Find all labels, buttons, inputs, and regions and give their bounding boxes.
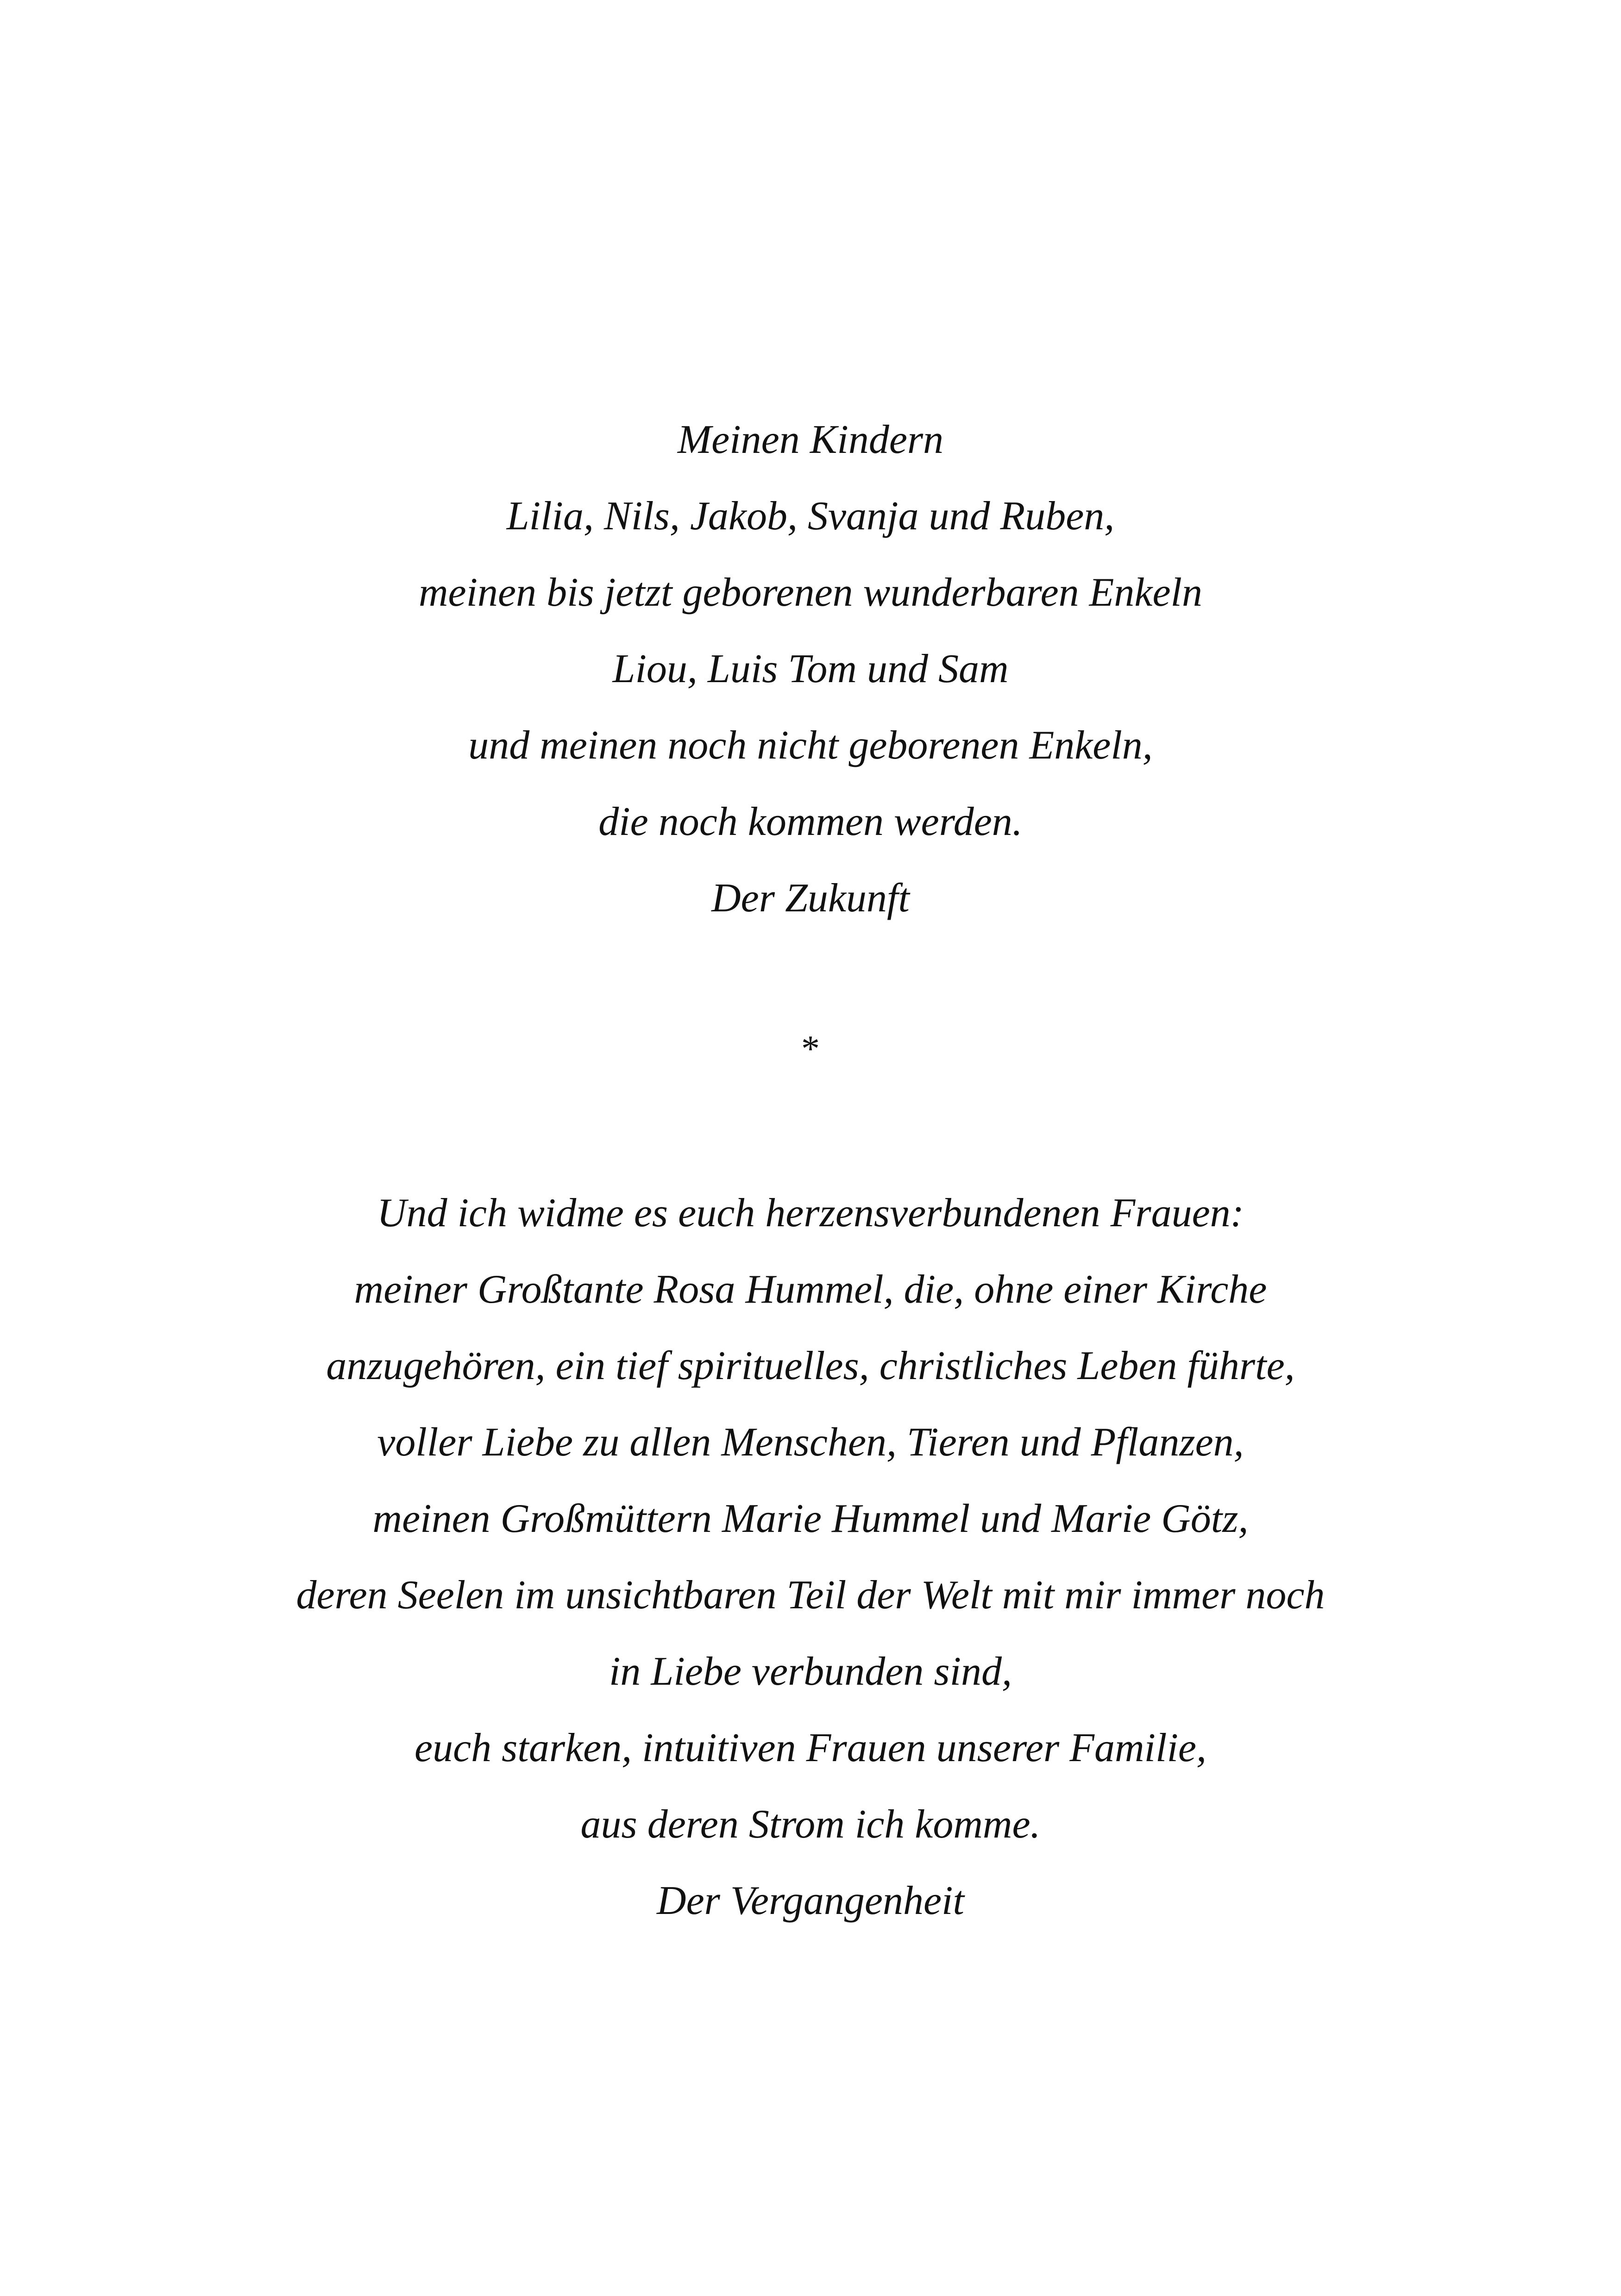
dedication-line: Liou, Luis Tom und Sam — [612, 646, 1009, 691]
section-separator: * — [801, 1029, 820, 1069]
dedication-line: in Liebe verbunden sind, — [609, 1649, 1012, 1694]
dedication-line: voller Liebe zu allen Menschen, Tieren und Pflanzen, — [377, 1420, 1244, 1465]
dedication-line: Der Zukunft — [711, 876, 910, 921]
dedication-line: aus deren Strom ich komme. — [580, 1802, 1041, 1847]
dedication-line: Lilia, Nils, Jakob, Svanja und Ruben, — [506, 494, 1115, 539]
dedication-line: anzugehören, ein tief spirituelles, christliches Leben führte, — [326, 1343, 1295, 1388]
dedication-line: die noch kommen werden. — [598, 799, 1023, 844]
dedication-line: deren Seelen im unsichtbaren Teil der Welt mit mir immer noch — [296, 1573, 1325, 1618]
dedication-line: meinen bis jetzt geborenen wunderbaren Enkeln — [419, 570, 1202, 615]
dedication-line: meinen Großmüttern Marie Hummel und Marie Götz, — [372, 1496, 1249, 1541]
dedication-line: Meinen Kindern — [677, 417, 944, 462]
dedication-line: meiner Großtante Rosa Hummel, die, ohne einer Kirche — [354, 1267, 1267, 1312]
dedication-line: Und ich widme es euch herzensverbundenen Frauen: — [377, 1191, 1244, 1236]
dedication-line: Der Vergangenheit — [657, 1878, 964, 1923]
dedication-line: euch starken, intuitiven Frauen unserer Familie, — [415, 1725, 1206, 1770]
dedication-line: und meinen noch nicht geborenen Enkeln, — [468, 723, 1153, 768]
